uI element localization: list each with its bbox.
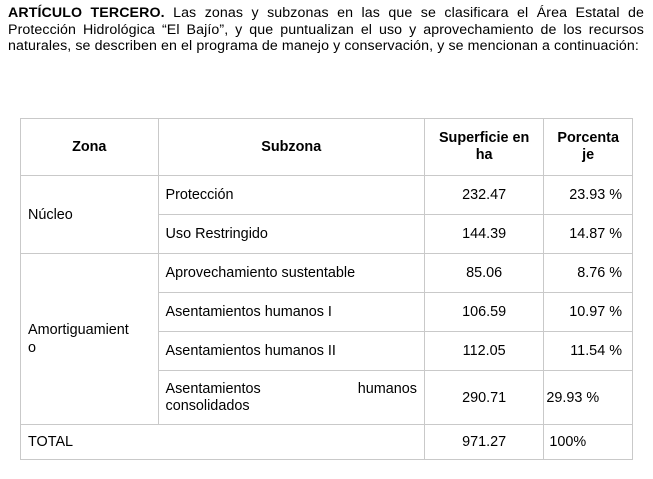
superficie-cell: 232.47 <box>424 176 543 215</box>
table-header-row <box>21 119 633 176</box>
subzona-cell: Uso Restringido <box>158 215 424 254</box>
subzona-cell: Asentamientos humanos II <box>158 332 424 371</box>
total-porcentaje: 100% <box>544 425 633 460</box>
header-porcentaje <box>544 119 633 176</box>
header-subzona: Subzona <box>158 119 424 176</box>
subzona-word: Asentamientos <box>165 380 261 397</box>
total-superficie: 971.27 <box>424 425 543 460</box>
zona-amortiguamiento <box>21 254 159 425</box>
zona-nucleo: Núcleo <box>21 176 159 254</box>
header-superficie <box>424 119 543 176</box>
total-label: TOTAL <box>21 425 425 460</box>
superficie-cell: 112.05 <box>424 332 543 371</box>
table-row <box>21 176 633 215</box>
superficie-cell: 144.39 <box>424 215 543 254</box>
intro-paragraph <box>8 5 644 55</box>
subzona-line-2: consolidados <box>165 397 250 414</box>
subzona-line-1 <box>166 381 417 398</box>
porcentaje-cell: 29.93 % <box>544 371 633 425</box>
header-zona: Zona <box>21 119 159 176</box>
porcentaje-cell: 8.76 % <box>544 254 633 293</box>
article-text: Las zonas y subzonas en las que se clasificara el Área Estatal de Protección Hidrológica “El Bajío”, y que puntualizan el uso y aprovechamiento de los recursos naturales, se describen en el programa de manejo y conservación, y se mencionan a continuación: <box>8 5 644 54</box>
porcentaje-cell: 23.93 % <box>544 176 633 215</box>
porcentaje-cell: 14.87 % <box>544 215 633 254</box>
superficie-cell: 290.71 <box>424 371 543 425</box>
article-heading: ARTÍCULO TERCERO. <box>8 5 165 21</box>
zones-table <box>20 118 633 460</box>
porcentaje-cell: 10.97 % <box>544 293 633 332</box>
subzona-word: humanos <box>357 380 417 397</box>
zona-amortiguamiento-text: Amortiguamient o <box>28 322 129 356</box>
header-superficie-text: Superficie en ha <box>438 130 530 163</box>
porcentaje-cell: 11.54 % <box>544 332 633 371</box>
subzona-cell <box>158 371 424 425</box>
subzona-cell: Asentamientos humanos I <box>158 293 424 332</box>
subzona-cell: Protección <box>158 176 424 215</box>
total-row <box>21 425 633 460</box>
superficie-cell: 106.59 <box>424 293 543 332</box>
superficie-cell: 85.06 <box>424 254 543 293</box>
subzona-cell: Aprovechamiento sustentable <box>158 254 424 293</box>
header-porcentaje-text: Porcenta je <box>557 130 619 163</box>
table-row <box>21 254 633 293</box>
